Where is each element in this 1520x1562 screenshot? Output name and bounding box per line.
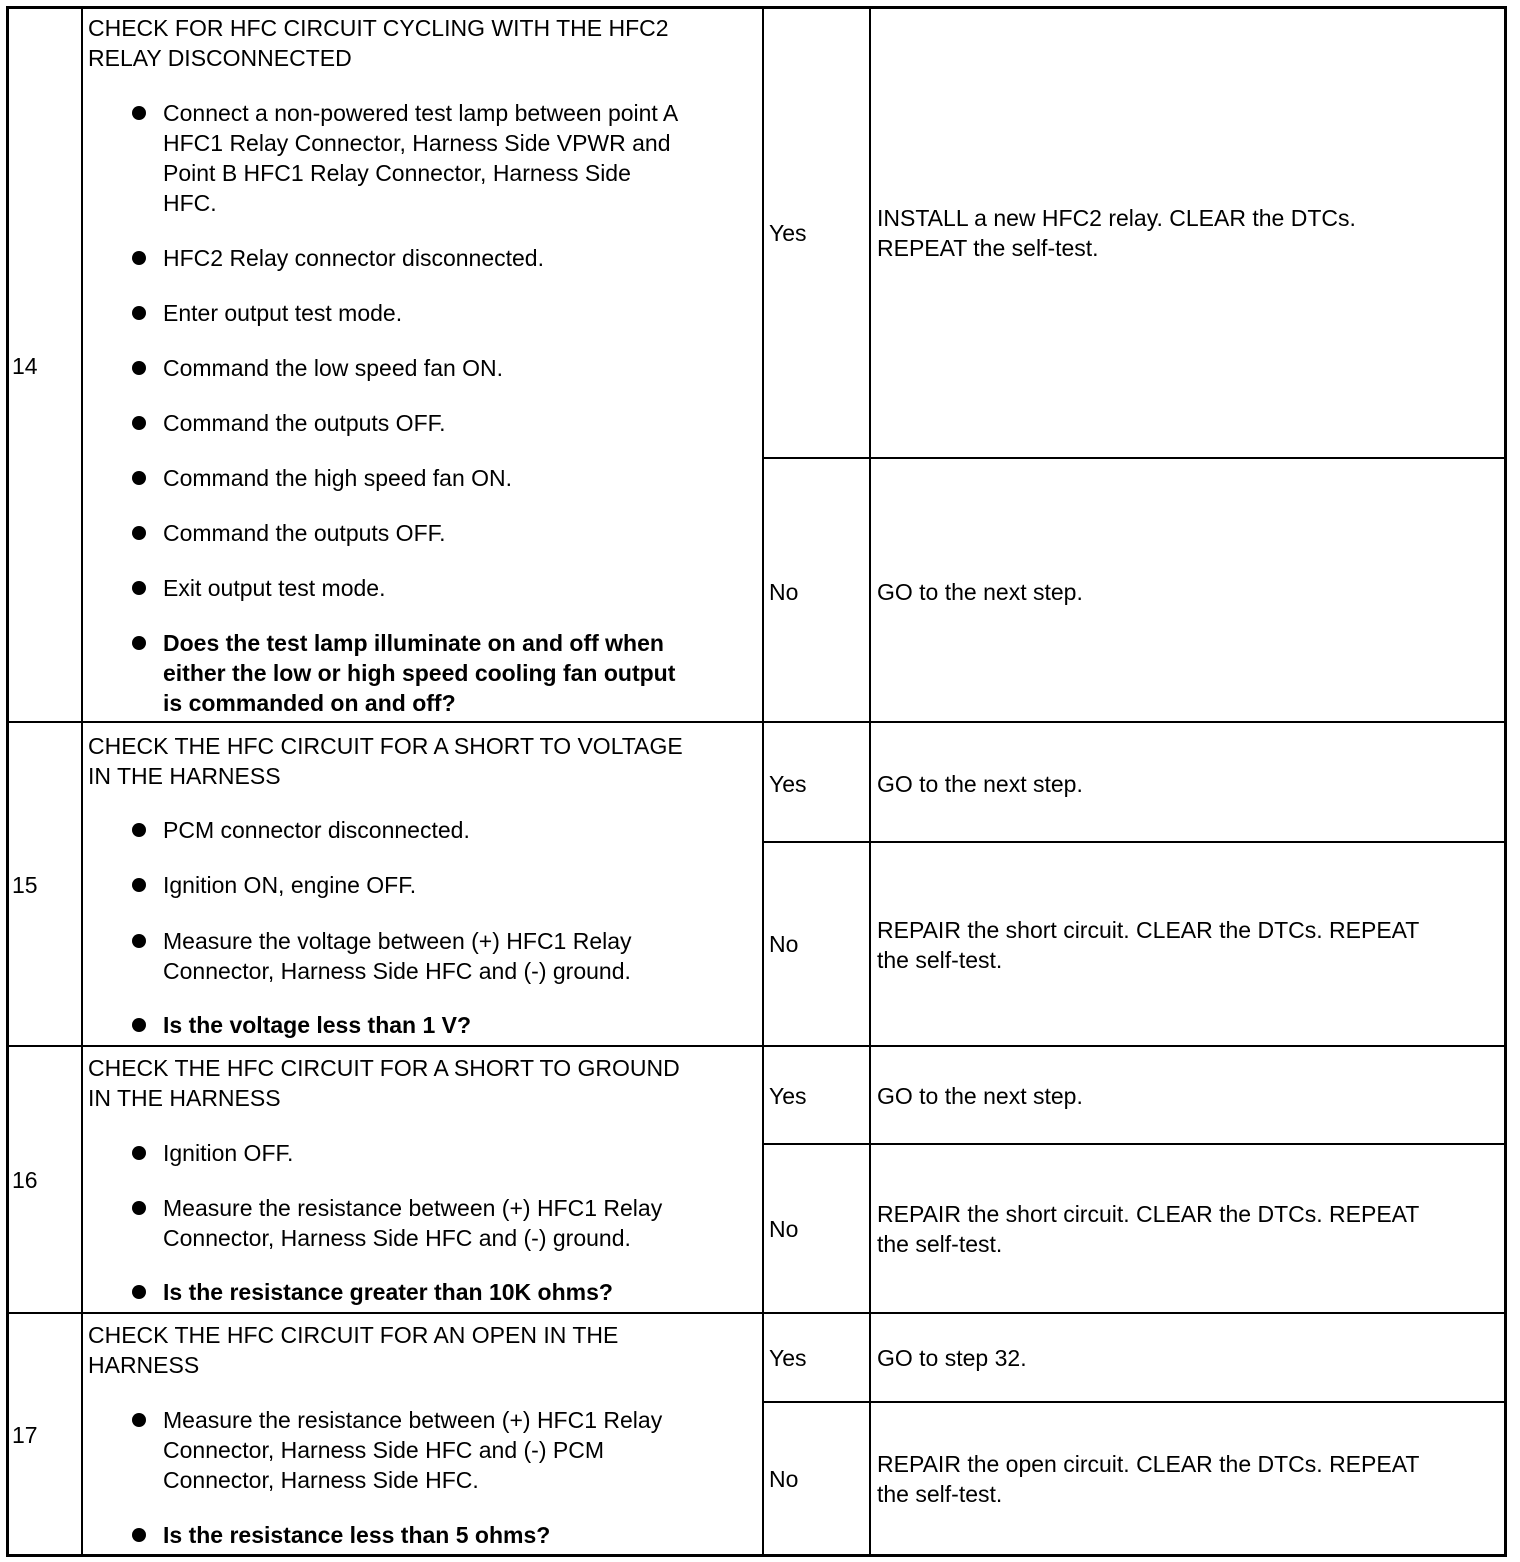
bullet-item: Command the outputs OFF. <box>163 410 446 436</box>
bullet-item: Ignition ON, engine OFF. <box>163 872 417 898</box>
bullet-item: HFC2 Relay connector disconnected. <box>163 245 544 271</box>
step-number: 15 <box>12 872 38 898</box>
yes-label: Yes <box>769 220 807 246</box>
yes-no-divider <box>762 1143 1507 1145</box>
step-title: CHECK FOR HFC CIRCUIT CYCLING WITH THE HFC2 RELAY DISCONNECTED <box>88 15 669 71</box>
bullet-item: Enter output test mode. <box>163 300 403 326</box>
no-action: GO to the next step. <box>877 579 1083 605</box>
question-item: Does the test lamp illuminate on and off when either the low or high speed cooling fan output is commanded on and off? <box>163 630 676 716</box>
question-item: Is the resistance greater than 10K ohms? <box>163 1279 613 1305</box>
no-action: REPAIR the short circuit. CLEAR the DTCs. REPEAT the self-test. <box>877 917 1420 973</box>
yes-no-divider <box>762 457 1507 459</box>
bullet-item: PCM connector disconnected. <box>163 817 470 843</box>
bullet-item: Command the high speed fan ON. <box>163 465 513 491</box>
question-item: Is the voltage less than 1 V? <box>163 1012 472 1038</box>
bullet-item: Measure the resistance between (+) HFC1 Relay Connector, Harness Side HFC and (-) PCM Connector, Harness Side HFC. <box>163 1407 663 1493</box>
bullet-item: Command the low speed fan ON. <box>163 355 504 381</box>
yes-no-divider <box>762 841 1507 843</box>
bullet-item: Ignition OFF. <box>163 1140 294 1166</box>
column-divider-answer <box>762 6 764 1557</box>
yes-no-divider <box>762 1401 1507 1403</box>
column-divider-action <box>869 6 871 1557</box>
no-label: No <box>769 579 799 605</box>
bullet-item: Command the outputs OFF. <box>163 520 446 546</box>
question-item: Is the resistance less than 5 ohms? <box>163 1522 551 1548</box>
step-title: CHECK THE HFC CIRCUIT FOR A SHORT TO GROUND IN THE HARNESS <box>88 1055 680 1111</box>
no-action: REPAIR the open circuit. CLEAR the DTCs. REPEAT the self-test. <box>877 1451 1420 1507</box>
yes-label: Yes <box>769 771 807 797</box>
no-label: No <box>769 931 799 957</box>
no-label: No <box>769 1216 799 1242</box>
yes-action: GO to the next step. <box>877 771 1083 797</box>
no-action: REPAIR the short circuit. CLEAR the DTCs. REPEAT the self-test. <box>877 1201 1420 1257</box>
yes-label: Yes <box>769 1345 807 1371</box>
no-label: No <box>769 1466 799 1492</box>
column-divider-step <box>81 6 83 1557</box>
row-divider <box>6 1312 1507 1314</box>
bullet-item: Connect a non-powered test lamp between point A HFC1 Relay Connector, Harness Side VPWR and Point B HFC1 Relay Connector, Harness Side HFC. <box>163 100 679 216</box>
step-number: 14 <box>12 353 38 379</box>
step-title: CHECK THE HFC CIRCUIT FOR A SHORT TO VOLTAGE IN THE HARNESS <box>88 733 683 789</box>
bullet-item: Exit output test mode. <box>163 575 386 601</box>
row-divider <box>6 721 1507 723</box>
yes-action: GO to the next step. <box>877 1083 1083 1109</box>
bullet-item: Measure the voltage between (+) HFC1 Relay Connector, Harness Side HFC and (-) ground. <box>163 928 632 984</box>
step-title: CHECK THE HFC CIRCUIT FOR AN OPEN IN THE HARNESS <box>88 1322 619 1378</box>
yes-action: GO to step 32. <box>877 1345 1027 1371</box>
bullet-item: Measure the resistance between (+) HFC1 Relay Connector, Harness Side HFC and (-) ground. <box>163 1195 663 1251</box>
yes-label: Yes <box>769 1083 807 1109</box>
row-divider <box>6 1045 1507 1047</box>
step-number: 17 <box>12 1422 38 1448</box>
yes-action: INSTALL a new HFC2 relay. CLEAR the DTCs. REPEAT the self-test. <box>877 205 1356 261</box>
step-number: 16 <box>12 1167 38 1193</box>
